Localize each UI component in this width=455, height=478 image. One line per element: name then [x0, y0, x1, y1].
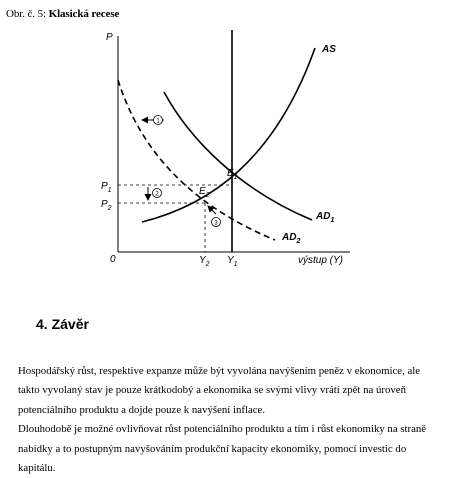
- paragraph-line: potenciálního produktu a dojde pouze k navýšení inflace.: [18, 403, 266, 416]
- paragraph-1: [18, 362, 444, 420]
- caption-title: Klasická recese: [48, 8, 120, 20]
- caption-prefix: Obr. č. 5:: [6, 8, 46, 20]
- paragraph-line: takto vyvolaný stav je pouze krátkodobý a ekonomika se svými vlivy vrátí zpět na úroveň: [18, 384, 406, 397]
- x-tick-y2: $Y_2$: [199, 255, 210, 268]
- series-as-label: AS: [322, 44, 336, 55]
- series-ad1-label: $AD_1$: [316, 211, 335, 224]
- conclusion-text: [18, 362, 444, 478]
- point-e2-label: $E_2$: [199, 186, 210, 199]
- origin-label: 0: [110, 254, 116, 265]
- paragraph-line: nabídky a to postupným navyšováním produkční kapacity ekonomiky, pomocí investic do: [18, 442, 407, 455]
- paragraph-line: Hospodářský růst, respektive expanze může být vyvolána navýšením peněz v ekonomice, ale: [18, 365, 421, 377]
- x-axis-label: výstup (Y): [298, 255, 344, 266]
- annotation-label-3: 3: [214, 220, 218, 227]
- series-ad2-curve: [118, 80, 275, 240]
- section-number: 4.: [36, 316, 48, 332]
- y-tick-p2: $P_2$: [101, 199, 112, 212]
- point-e1-label: $E_1$: [227, 168, 238, 181]
- paragraph-2: [18, 420, 444, 478]
- series-as-curve: [142, 48, 315, 222]
- y-tick-p1: $P_1$: [101, 181, 112, 194]
- annotation-label-1: 1: [156, 118, 160, 125]
- section-title: Závěr: [51, 316, 89, 332]
- series-ad1-curve: [164, 92, 312, 220]
- series-ad2-label: $AD_2$: [282, 232, 301, 245]
- section-heading: [36, 316, 89, 332]
- paragraph-line: kapitálu.: [18, 462, 56, 475]
- x-tick-y1: $Y_1$: [227, 255, 238, 268]
- annotation-label-2: 2: [155, 191, 159, 198]
- y-axis-label: P: [106, 32, 113, 43]
- paragraph-line: Dlouhodobě je možné ovlivňovat růst potenciálního produktu a tím i růst ekonomiky na straně: [18, 423, 427, 436]
